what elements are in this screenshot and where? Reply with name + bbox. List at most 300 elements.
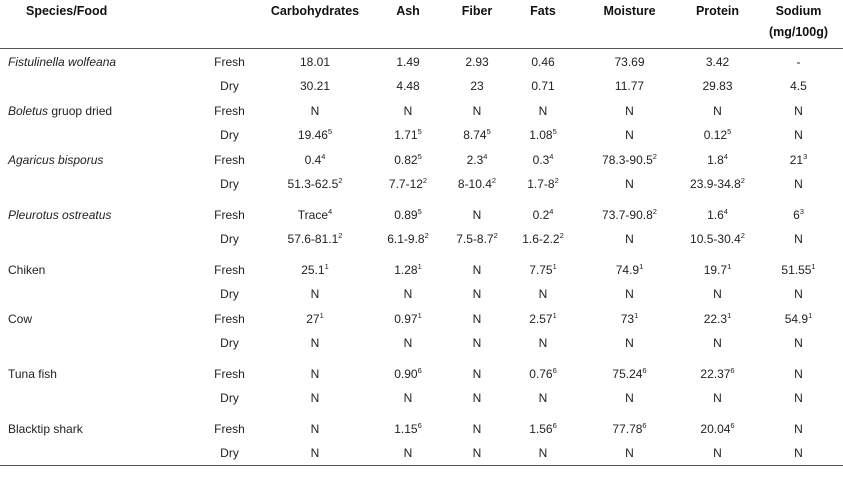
cell-value: 73.7-90.8 <box>602 207 653 222</box>
cell-value: 19.7 <box>703 262 728 277</box>
reference-superscript: 1 <box>639 261 644 271</box>
moisture-cell <box>578 282 681 306</box>
fats-cell <box>508 331 578 355</box>
reference-superscript: 2 <box>554 176 559 185</box>
cell-value: - <box>796 54 801 69</box>
sodium-cell <box>754 98 843 123</box>
sodium-cell <box>754 441 843 466</box>
cell-value: N <box>794 177 803 191</box>
cell-value: N <box>794 336 803 350</box>
species-name: Chiken <box>8 262 46 277</box>
cell-value: N <box>310 421 320 436</box>
cell-value: N <box>625 287 634 301</box>
fiber-cell <box>446 441 508 466</box>
sodium-cell <box>754 251 843 282</box>
state-cell: Dry <box>220 79 239 93</box>
reference-superscript: 5 <box>552 127 557 136</box>
cell-value: 0.3 <box>532 152 550 167</box>
reference-superscript: 2 <box>422 176 428 185</box>
ash-cell <box>370 74 446 98</box>
carbohydrates-cell <box>260 410 370 441</box>
ash-cell <box>370 282 446 306</box>
reference-superscript: 1 <box>324 261 329 271</box>
table-row <box>0 49 843 75</box>
species-name <box>0 386 185 410</box>
cell-value: 0.71 <box>531 79 555 93</box>
reference-superscript: 2 <box>491 176 497 185</box>
ash-cell <box>370 251 446 282</box>
cell-value: 7.5-8.7 <box>456 232 494 246</box>
cell-value: 73 <box>620 311 635 326</box>
cell-value: 2.3 <box>466 152 484 167</box>
sodium-cell <box>754 331 843 355</box>
cell-value: N <box>794 391 803 405</box>
moisture-cell <box>578 355 681 386</box>
fiber-cell <box>446 98 508 123</box>
reference-superscript: 2 <box>424 231 429 240</box>
protein-cell <box>681 331 754 355</box>
header-protein: Protein <box>695 4 740 18</box>
cell-value: N <box>794 103 803 118</box>
cell-value: 27 <box>306 311 320 326</box>
cell-value: N <box>538 103 548 118</box>
fiber-cell <box>446 123 508 147</box>
reference-superscript: 1 <box>727 310 732 320</box>
table-row <box>0 386 843 410</box>
reference-superscript: 6 <box>552 420 557 430</box>
cell-value: 1.08 <box>529 128 553 142</box>
fiber-cell <box>446 49 508 75</box>
species-name <box>0 196 185 227</box>
carbohydrates-cell <box>260 147 370 172</box>
cell-value: 74.9 <box>615 262 640 277</box>
cell-value: 2.93 <box>465 54 489 69</box>
cell-value: N <box>472 336 482 350</box>
cell-value: N <box>538 391 548 405</box>
fats-cell <box>508 355 578 386</box>
reference-superscript: 2 <box>493 231 498 240</box>
cell-value: 1.6 <box>707 207 724 222</box>
reference-superscript: 6 <box>417 365 422 375</box>
carbohydrates-cell <box>260 123 370 147</box>
fats-cell <box>508 251 578 282</box>
cell-value: N <box>625 391 634 405</box>
reference-superscript: 5 <box>417 127 422 136</box>
reference-superscript: 2 <box>652 206 657 216</box>
header-fiber: Fiber <box>461 4 493 18</box>
cell-value: N <box>472 103 482 118</box>
species-name <box>0 227 185 251</box>
reference-superscript: 4 <box>483 151 488 161</box>
species-name-italic: Fistulinella wolfeana <box>8 54 117 69</box>
moisture-cell <box>578 49 681 75</box>
protein-cell <box>681 282 754 306</box>
reference-superscript: 6 <box>730 420 735 430</box>
species-name <box>0 331 185 355</box>
table-row <box>0 123 843 147</box>
cell-value: N <box>794 421 803 436</box>
cell-value: 0.12 <box>703 128 728 142</box>
carbohydrates-cell <box>260 441 370 466</box>
sodium-cell <box>754 282 843 306</box>
cell-value: N <box>794 128 803 142</box>
ash-cell <box>370 410 446 441</box>
reference-superscript: 5 <box>327 127 333 136</box>
reference-superscript: 6 <box>642 420 647 430</box>
cell-value: 1.71 <box>394 128 418 142</box>
species-name-italic: Agaricus bisporus <box>8 152 104 167</box>
cell-value: 22.3 <box>703 311 728 326</box>
protein-cell <box>681 147 754 172</box>
cell-value: 1.8 <box>707 152 724 167</box>
protein-cell <box>681 410 754 441</box>
reference-superscript: 6 <box>642 365 647 375</box>
moisture-cell <box>578 227 681 251</box>
moisture-cell <box>578 147 681 172</box>
carbohydrates-cell <box>260 196 370 227</box>
sodium-cell <box>754 227 843 251</box>
ash-cell <box>370 227 446 251</box>
ash-cell <box>370 49 446 75</box>
state-cell: Fresh <box>214 54 245 69</box>
state-cell: Dry <box>220 232 239 246</box>
fats-cell <box>508 98 578 123</box>
fats-cell <box>508 196 578 227</box>
table-row <box>0 441 843 466</box>
fiber-cell <box>446 331 508 355</box>
cell-value: N <box>310 391 320 405</box>
fats-cell <box>508 74 578 98</box>
fats-cell <box>508 306 578 331</box>
table-row <box>0 331 843 355</box>
cell-value: N <box>794 232 803 246</box>
species-name: Tuna fish <box>8 366 57 381</box>
cell-value: N <box>472 366 482 381</box>
reference-superscript: 2 <box>740 231 745 240</box>
species-name <box>0 49 185 75</box>
header-ash: Ash <box>396 4 420 18</box>
protein-cell <box>681 196 754 227</box>
moisture-cell <box>578 441 681 466</box>
ash-cell <box>370 355 446 386</box>
reference-superscript: 5 <box>417 151 422 161</box>
cell-value: 75.24 <box>612 366 643 381</box>
moisture-cell <box>578 386 681 410</box>
reference-superscript: 4 <box>723 151 728 161</box>
header-species: Species/Food <box>26 4 108 18</box>
ash-cell <box>370 123 446 147</box>
fiber-cell <box>446 147 508 172</box>
ash-cell <box>370 98 446 123</box>
sodium-cell <box>754 386 843 410</box>
cell-value: N <box>403 287 413 301</box>
cell-value: N <box>625 103 634 118</box>
state-cell: Dry <box>220 391 239 405</box>
cell-value: N <box>472 262 482 277</box>
protein-cell <box>681 74 754 98</box>
cell-value: 8-10.4 <box>457 177 492 191</box>
ash-cell <box>370 147 446 172</box>
cell-value: 3.42 <box>705 54 730 69</box>
sodium-cell <box>754 123 843 147</box>
reference-superscript: 1 <box>727 261 732 271</box>
cell-value: N <box>625 446 634 460</box>
cell-value: 0.82 <box>394 152 418 167</box>
reference-superscript: 2 <box>740 176 745 185</box>
reference-superscript: 1 <box>634 310 639 320</box>
species-name <box>0 282 185 306</box>
table-row <box>0 147 843 172</box>
carbohydrates-cell <box>260 49 370 75</box>
cell-value: 0.97 <box>394 311 418 326</box>
protein-cell <box>681 355 754 386</box>
cell-value: N <box>472 391 482 405</box>
fats-cell <box>508 282 578 306</box>
cell-value: N <box>794 287 803 301</box>
reference-superscript: 4 <box>549 206 554 216</box>
cell-value: N <box>310 366 320 381</box>
state-cell: Dry <box>220 336 239 350</box>
reference-superscript: 5 <box>727 127 732 136</box>
header-moisture: Moisture <box>603 4 656 18</box>
fiber-cell <box>446 282 508 306</box>
cell-value: 1.56 <box>529 421 553 436</box>
fats-cell <box>508 441 578 466</box>
cell-value: N <box>472 446 482 460</box>
cell-value: N <box>472 421 482 436</box>
species-name <box>0 74 185 98</box>
cell-value: 20.04 <box>700 421 731 436</box>
species-name <box>0 123 185 147</box>
reference-superscript: 3 <box>803 151 808 161</box>
ash-cell <box>370 306 446 331</box>
moisture-cell <box>578 123 681 147</box>
reference-superscript: 1 <box>417 261 422 271</box>
cell-value: N <box>625 336 634 350</box>
protein-cell <box>681 172 754 196</box>
table-row <box>0 251 843 282</box>
cell-value: N <box>713 103 722 118</box>
cell-value: N <box>403 103 413 118</box>
state-cell: Fresh <box>214 207 245 222</box>
sodium-cell <box>754 306 843 331</box>
protein-cell <box>681 227 754 251</box>
cell-value: 29.83 <box>702 79 733 93</box>
moisture-cell <box>578 306 681 331</box>
carbohydrates-cell <box>260 227 370 251</box>
table-row <box>0 355 843 386</box>
fats-cell <box>508 123 578 147</box>
cell-value: N <box>310 287 320 301</box>
cell-value: 51.3-62.5 <box>287 177 339 191</box>
fiber-cell <box>446 386 508 410</box>
fats-cell <box>508 227 578 251</box>
cell-value: 1.7-8 <box>527 177 555 191</box>
cell-value: 0.76 <box>529 366 553 381</box>
cell-value: 1.49 <box>396 54 420 69</box>
state-cell: Fresh <box>214 152 245 167</box>
cell-value: 73.69 <box>614 54 645 69</box>
cell-value: 21 <box>789 152 804 167</box>
protein-cell <box>681 251 754 282</box>
fiber-cell <box>446 306 508 331</box>
protein-cell <box>681 306 754 331</box>
cell-value: N <box>472 311 482 326</box>
cell-value: 4.48 <box>396 79 420 93</box>
cell-value: 51.55 <box>781 262 812 277</box>
reference-superscript: 2 <box>338 231 343 240</box>
fiber-cell <box>446 227 508 251</box>
ash-cell <box>370 331 446 355</box>
species-name <box>0 98 185 123</box>
cell-value: N <box>625 128 634 142</box>
fats-cell <box>508 410 578 441</box>
fiber-cell <box>446 172 508 196</box>
species-name-italic: Pleurotus ostreatus <box>8 207 112 222</box>
sodium-cell <box>754 49 843 75</box>
species-name: Blacktip shark <box>8 421 83 436</box>
reference-superscript: 4 <box>328 206 333 216</box>
protein-cell <box>681 49 754 75</box>
reference-superscript: 6 <box>730 365 735 375</box>
cell-value: N <box>538 446 548 460</box>
reference-superscript: 1 <box>552 310 557 320</box>
fiber-cell <box>446 410 508 441</box>
reference-superscript: 1 <box>552 261 557 271</box>
reference-superscript: 6 <box>417 420 422 430</box>
header-state <box>185 0 260 22</box>
fiber-cell <box>446 74 508 98</box>
cell-value: 0.46 <box>531 54 555 69</box>
carbohydrates-cell <box>260 172 370 196</box>
ash-cell <box>370 441 446 466</box>
table-header <box>0 0 843 49</box>
reference-superscript: 3 <box>799 206 804 216</box>
state-cell: Dry <box>220 446 239 460</box>
cell-value: 0.2 <box>532 207 550 222</box>
cell-value: 78.3-90.5 <box>602 152 653 167</box>
table-row <box>0 172 843 196</box>
carbohydrates-cell <box>260 386 370 410</box>
reference-superscript: 4 <box>321 151 326 161</box>
moisture-cell <box>578 410 681 441</box>
protein-cell <box>681 123 754 147</box>
cell-value: N <box>538 287 548 301</box>
table-row <box>0 306 843 331</box>
cell-value: 23.9-34.8 <box>690 177 741 191</box>
reference-superscript: 2 <box>559 231 564 240</box>
cell-value: 25.1 <box>301 262 325 277</box>
cell-value: 8.74 <box>463 128 487 142</box>
cell-value: N <box>538 336 548 350</box>
cell-value: N <box>403 391 413 405</box>
cell-value: N <box>310 446 320 460</box>
reference-superscript: 2 <box>652 151 657 161</box>
species-name <box>0 441 185 466</box>
cell-value: N <box>794 446 803 460</box>
reference-superscript: 2 <box>338 176 343 185</box>
cell-value: 7.7-12 <box>388 177 423 191</box>
cell-value: 18.01 <box>299 54 331 69</box>
cell-value: 6.1-9.8 <box>387 232 425 246</box>
reference-superscript: 1 <box>808 310 813 320</box>
state-cell: Dry <box>220 128 239 142</box>
header-sodium-unit: (mg/100g) <box>768 25 829 39</box>
fats-cell <box>508 49 578 75</box>
cell-value: N <box>625 232 634 246</box>
cell-value: N <box>794 366 803 381</box>
sodium-cell <box>754 172 843 196</box>
fats-cell <box>508 172 578 196</box>
sodium-cell <box>754 147 843 172</box>
cell-value: N <box>403 446 413 460</box>
reference-superscript: 1 <box>319 310 324 320</box>
carbohydrates-cell <box>260 306 370 331</box>
species-name: Cow <box>8 311 33 326</box>
cell-value: N <box>310 103 320 118</box>
reference-superscript: 6 <box>552 365 557 375</box>
cell-value: 6 <box>793 207 800 222</box>
table-row <box>0 410 843 441</box>
protein-cell <box>681 98 754 123</box>
cell-value: 11.77 <box>614 79 645 93</box>
cell-value: 1.15 <box>394 421 418 436</box>
protein-cell <box>681 386 754 410</box>
cell-value: N <box>713 446 722 460</box>
cell-value: N <box>472 207 482 222</box>
header-carbohydrates: Carbohydrates <box>270 4 360 18</box>
cell-value: N <box>403 336 413 350</box>
cell-value: 1.6-2.2 <box>522 232 560 246</box>
sodium-cell <box>754 355 843 386</box>
cell-value: N <box>625 177 634 191</box>
reference-superscript: 1 <box>811 261 816 271</box>
cell-value: N <box>713 287 722 301</box>
state-cell: Fresh <box>214 311 245 326</box>
table-row <box>0 282 843 306</box>
species-name <box>0 147 185 172</box>
cell-value: Trace <box>297 207 329 222</box>
state-cell: Dry <box>220 177 239 191</box>
moisture-cell <box>578 196 681 227</box>
cell-value: N <box>713 391 722 405</box>
carbohydrates-cell <box>260 251 370 282</box>
state-cell: Fresh <box>214 262 245 277</box>
sodium-cell <box>754 74 843 98</box>
cell-value: N <box>472 287 482 301</box>
state-cell: Fresh <box>214 103 245 118</box>
cell-value: 2.57 <box>529 311 553 326</box>
cell-value: 19.46 <box>297 128 328 142</box>
reference-superscript: 4 <box>723 206 728 216</box>
cell-value: 7.75 <box>529 262 553 277</box>
table-row <box>0 74 843 98</box>
cell-value: 77.78 <box>612 421 643 436</box>
moisture-cell <box>578 98 681 123</box>
table-row <box>0 227 843 251</box>
carbohydrates-cell <box>260 74 370 98</box>
header-sodium: Sodium <box>775 4 822 18</box>
state-cell: Fresh <box>214 421 245 436</box>
state-cell: Dry <box>220 287 239 301</box>
header-fats: Fats <box>530 4 556 18</box>
carbohydrates-cell <box>260 98 370 123</box>
cell-value: 54.9 <box>784 311 809 326</box>
cell-value: 0.4 <box>304 152 322 167</box>
cell-value: 30.21 <box>299 79 331 93</box>
species-name <box>0 172 185 196</box>
cell-value: 0.89 <box>394 207 418 222</box>
